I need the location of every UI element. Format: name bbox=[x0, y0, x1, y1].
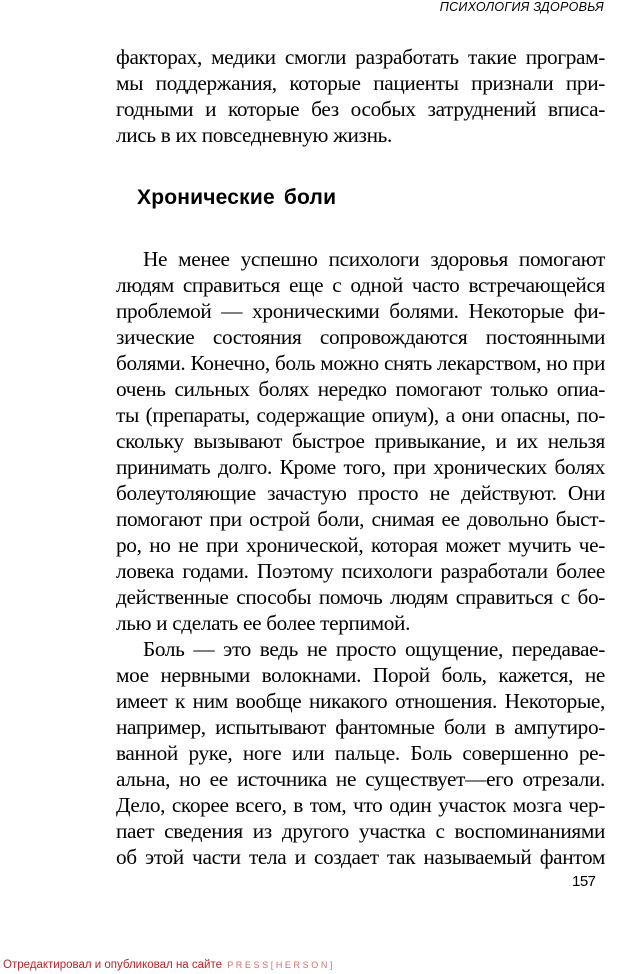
text-line: альна, но ее источника не существует—его отрезали. bbox=[116, 767, 605, 791]
text-line: скольку вызывают быстрое привыкание, и их нельзя bbox=[116, 429, 605, 453]
text-line: ванной руке, ноге или пальце. Боль совершенно ре- bbox=[116, 741, 605, 765]
page-number: 157 bbox=[572, 873, 596, 890]
text-line: болеутоляющие зачастую просто не действуют. Они bbox=[116, 481, 605, 505]
text-line: пает сведения из другого участка с воспоминаниями bbox=[116, 819, 605, 843]
text-line: например, испытывают фантомные боли в ампутиро- bbox=[116, 715, 605, 739]
footer-credit-text: Отредактировал и опубликовал на сайте bbox=[3, 959, 222, 971]
text-line: ты (препараты, содержащие опиум), а они опасны, по- bbox=[116, 403, 605, 427]
text-line: ро, но не при хронической, которая может мучить че- bbox=[116, 533, 605, 557]
footer-site-link[interactable]: PRESS[HERSON] bbox=[227, 960, 336, 970]
text-line: факторах, медики смогли разработать такие програм- bbox=[116, 45, 605, 69]
text-line: очень сильных болях нередко помогают только опиа- bbox=[116, 377, 605, 401]
text-line: лись в их повседневную жизнь. bbox=[116, 123, 392, 147]
footer-credit bbox=[3, 959, 335, 971]
text-line: годными и которые без особых затруднений вписа- bbox=[116, 97, 605, 121]
section-heading: Хронические боли bbox=[137, 186, 337, 209]
text-line: помогают при острой боли, снимая ее довольно быст- bbox=[116, 507, 605, 531]
text-line: мы поддержания, которые пациенты признали при- bbox=[116, 71, 605, 95]
text-line: действенные способы помочь людям справиться с бо- bbox=[116, 585, 605, 609]
text-line: принимать долго. Кроме того, при хронических болях bbox=[116, 455, 605, 479]
text-line: имеет к ним вообще никакого отношения. Некоторые, bbox=[116, 689, 605, 713]
running-head: ПСИХОЛОГИЯ ЗДОРОВЬЯ bbox=[439, 0, 604, 14]
text-line: болями. Конечно, боль можно снять лекарством, но при bbox=[116, 351, 605, 375]
text-line: ловека годами. Поэтому психологи разработали более bbox=[116, 559, 605, 583]
text-line: зические состояния сопровождаются постоянными bbox=[116, 325, 605, 349]
text-line: мое нервными волокнами. Порой боль, кажется, не bbox=[116, 663, 605, 687]
text-line: лью и сделать ее более терпимой. bbox=[116, 611, 411, 635]
text-line: людям справиться еще с одной часто встречающейся bbox=[116, 273, 605, 297]
text-line: проблемой — хроническими болями. Некоторые фи- bbox=[116, 299, 605, 323]
text-line: об этой части тела и создает так называемый фантом bbox=[116, 845, 605, 869]
text-line: Дело, скорее всего, в том, что один участок мозга чер- bbox=[116, 793, 605, 817]
text-line: Не менее успешно психологи здоровья помогают bbox=[143, 247, 605, 271]
text-line: Боль — это ведь не просто ощущение, передавае- bbox=[143, 637, 605, 661]
